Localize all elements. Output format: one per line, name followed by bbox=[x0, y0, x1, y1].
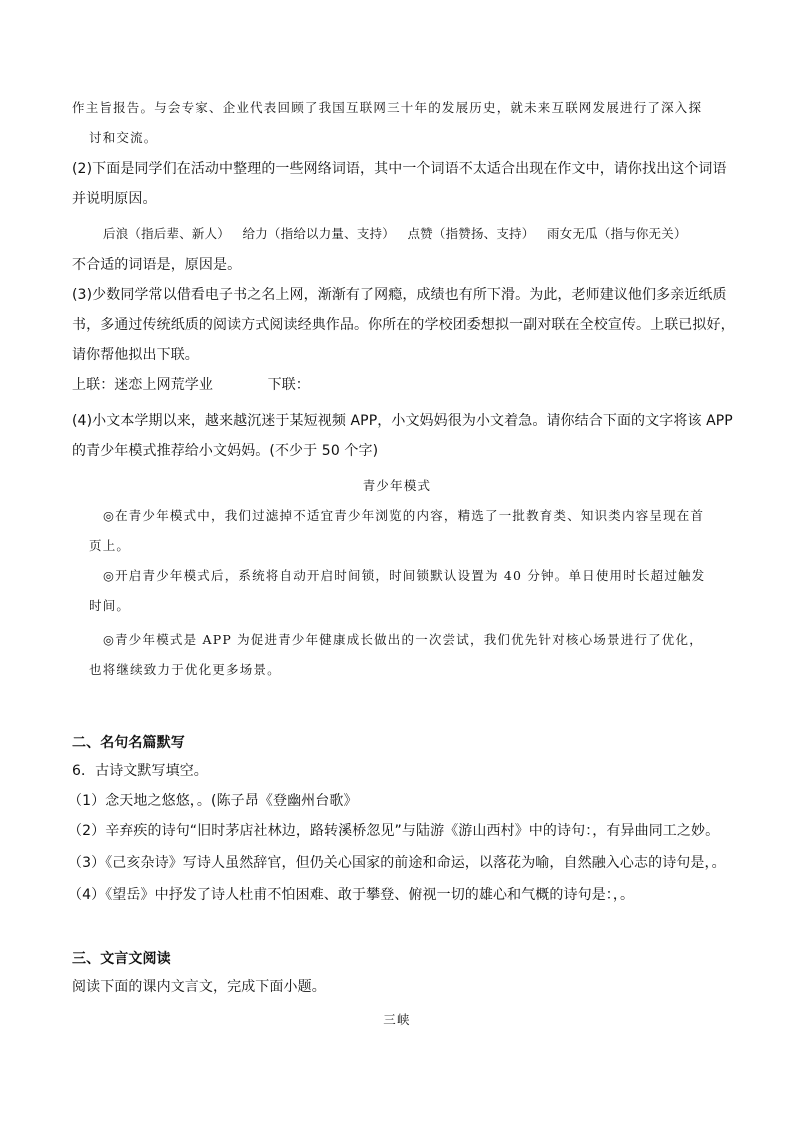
passage-title: 三峡 bbox=[383, 1012, 411, 1027]
q2-line-1: (2)下面是同学们在活动中整理的一些网络词语，其中一个词语不太适合出现在作文中，请你找出这个词语 bbox=[72, 161, 727, 177]
material-p1-line-1: ◎在青少年模式中，我们过滤掉不适宜青少年浏览的内容，精选了一批教育类、知识类内容呈现在首 bbox=[103, 508, 705, 523]
q6-item-1: （1）念天地之悠悠，。(陈子昂《登幽州台歌》 bbox=[68, 793, 358, 809]
q3-line-3: 请你帮他拟出下联。 bbox=[72, 347, 199, 363]
material-p1-line-2: 页上。 bbox=[89, 538, 131, 553]
material-title: 青少年模式 bbox=[362, 478, 432, 493]
q2-answer-line: 不合适的词语是，原因是。 bbox=[72, 257, 242, 273]
material-p3-line-2: 也将继续致力于优化更多场景。 bbox=[89, 662, 281, 677]
section-3-heading: 三、文言文阅读 bbox=[72, 951, 171, 967]
q2-line-2: 并说明原因。 bbox=[72, 191, 157, 207]
q6-item-4: （4）《望岳》中抒发了诗人杜甫不怕困难、敢于攀登、俯视一切的雄心和气概的诗句是：，。 bbox=[68, 887, 635, 903]
q6-prompt: 6．古诗文默写填空。 bbox=[72, 763, 208, 779]
q3-couplet: 上联：迷恋上网荒学业 下联： bbox=[72, 377, 310, 393]
section-2-heading: 二、名句名篇默写 bbox=[72, 735, 185, 751]
q4-line-2: 的青少年模式推荐给小文妈妈。(不少于 50 个字) bbox=[72, 443, 379, 459]
q3-line-1: (3)少数同学常以借看电子书之名上网，渐渐有了网瘾，成绩也有所下滑。为此，老师建议他们多亲近纸质 bbox=[72, 287, 727, 303]
material-p2-line-2: 时间。 bbox=[89, 598, 131, 613]
section-3-instruction: 阅读下面的课内文言文，完成下面小题。 bbox=[72, 979, 326, 995]
q3-line-2: 书，多通过传统纸质的阅读方式阅读经典作品。你所在的学校团委想拟一副对联在全校宣传。上联已拟好， bbox=[72, 317, 735, 333]
q2-word-list: 后浪（指后辈、新人） 给力（指给以力量、支持） 点赞（指赞扬、支持） 雨女无瓜（指与你无关） bbox=[103, 226, 687, 241]
q6-item-2: （2）辛弃疾的诗句“旧时茅店社林边，路转溪桥忽见”与陆游《游山西村》中的诗句：，有异曲同工之妙。 bbox=[68, 823, 720, 839]
q4-line-1: (4)小文本学期以来，越来越沉迷于某短视频 APP，小文妈妈很为小文着急。请你结合下面的文字将该 APP bbox=[72, 413, 733, 429]
material-p2-line-1: ◎开启青少年模式后，系统将自动开启时间锁，时间锁默认设置为 40 分钟。单日使用时长超过触发 bbox=[103, 568, 706, 583]
intro-line-2: 讨和交流。 bbox=[89, 130, 158, 145]
intro-line-1: 作主旨报告。与会专家、企业代表回顾了我国互联网三十年的发展历史，就未来互联网发展进行了深入探 bbox=[72, 100, 703, 115]
material-p3-line-1: ◎青少年模式是 APP 为促进青少年健康成长做出的一次尝试，我们优先针对核心场景进行了优化， bbox=[103, 632, 703, 647]
q6-item-3: （3）《己亥杂诗》写诗人虽然辞官，但仍关心国家的前途和命运，以落花为喻，自然融入心志的诗句是，。 bbox=[68, 855, 726, 871]
